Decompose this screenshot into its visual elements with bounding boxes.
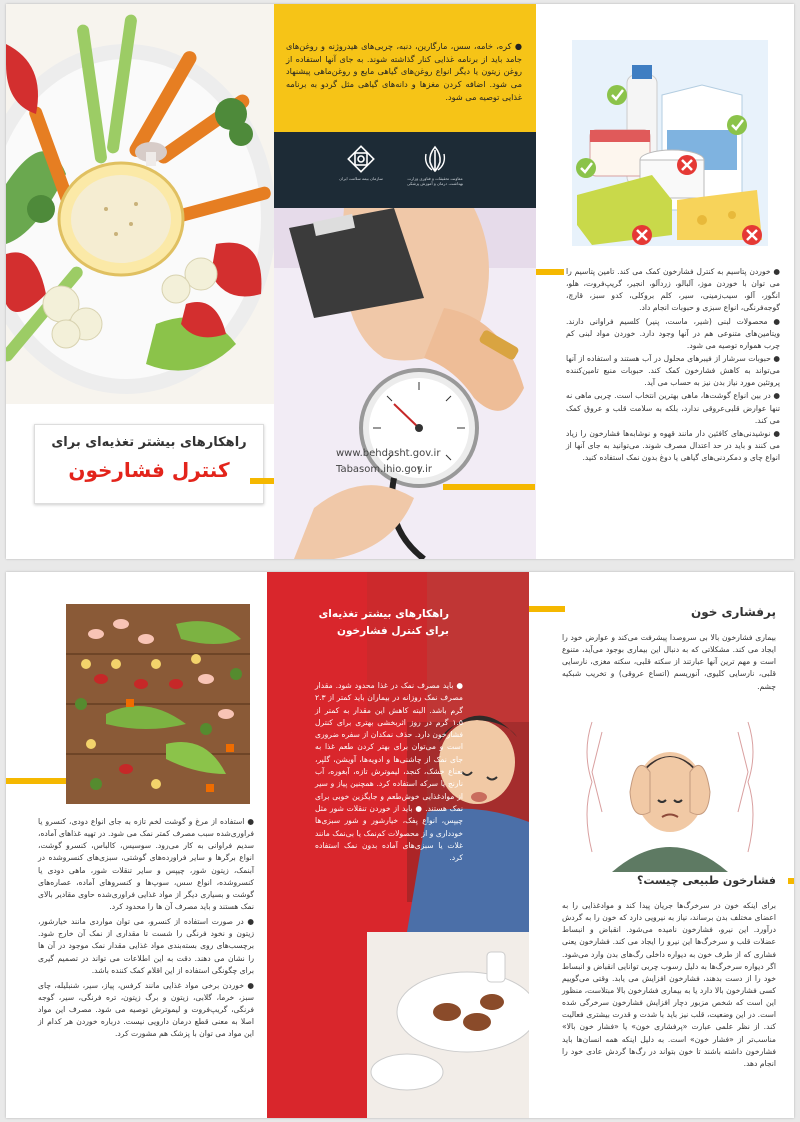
insurance-logo-caption: سازمان بیمه سلامت ایران <box>339 176 383 181</box>
red-panel-text: ● باید مصرف نمک در غذا محدود شود. مقدار مصرف نمک روزانه در بیماران باید کمتر از ۲.۳ گرم باشد. البته کاهش این مقدار به کمتر از ۱.۵ گرم در روز اثربخشی بهتری برای کنترل فشارخون دارد. حذف نمکدان از سفره ضروری است و می‌توان برای بهتر کردن طعم غذا به جای نمک از چاشنی‌ها و ادویه‌ها، آویشن، گلپر، نعناع خشک، کنجد، لیموترش تازه، آبغوره، آب نارنج یا سرکه استفاده کرد. همچنین پیاز و سیر از موادغذایی خوش‌طعم و جایگزین خوبی برای نمک هستند. ● باید از خوردن تنقلات شور مثل چیپس، انواع پفک، خیارشور و شور سبزی‌ها خودداری و از محصولات کم‌نمک یا بی‌نمک مانند غلات یا سبزی‌های آماده بدون نمک استفاده کرد. <box>315 681 463 863</box>
man-holding-head-illustration <box>572 712 768 872</box>
left-accent-bar <box>6 778 66 784</box>
normal-accent-bar <box>788 878 794 884</box>
canned-food-tip: ● در صورت استفاده از کنسرو، می توان مواردی مانند خیارشور، زیتون و نخود فرنگی را شست تا مقداری از نمک آن خارج شود. برچسب‌های روی بسته‌بندی مواد غذایی مقدار نمک موجود در آن ها را نشان می دهند. دقت به این اطلاعات می تواند در تصمیم گیری برای چگونگی استفاده از این اقلام کمک کننده باشد. <box>38 917 254 975</box>
side-accent-bar <box>536 269 564 275</box>
title-accent-bar <box>250 478 274 484</box>
dairy-products-illustration <box>572 40 768 246</box>
blood-pressure-cuff-illustration <box>274 208 536 559</box>
salt-limit-panel <box>267 572 529 1118</box>
cover-title-line1: راهکارهای بیشتر تغذیه‌ای برای <box>51 435 247 450</box>
red-panel-accent-bar <box>529 606 565 612</box>
red-panel-title: راهکارهای بیشتر تغذیه‌ای برای کنترل فشارخون <box>318 608 449 637</box>
dairy-tip: ● محصولات لبنی (شیر، ماست، پنیر) کلسیم فراوانی دارند. ویتامین‌های متنوعی هم در آنها وجود دارد. خوردن مواد لبنی کم چرب همواره توصیه می شود. <box>566 316 780 350</box>
url-accent-bar <box>443 484 535 490</box>
iran-emblem-icon <box>420 144 450 174</box>
brochure-outer-side <box>6 4 794 559</box>
cover-title-line2: کنترل فشارخون <box>68 458 230 482</box>
vegetable-platter-illustration <box>6 4 274 404</box>
fats-advice-text: ● کره، خامه، سس، مارگارین، دنبه، چربی‌های هیدروژنه و روغن‌های جامد باید از برنامه غذایی کنار گذاشته شوند. به جای آنها استفاده از روغن زیتون یا دیگر انواع روغن‌های گیاهی مایع و روغن‌ماهی پیشنهاد می شود. اضافه کردن مغزها و دانه‌های گیاهی مثل گردو به برنامه غذایی توصیه می شود. <box>286 41 522 102</box>
hbp-section-title: پرفشاری خون <box>690 605 776 619</box>
legumes-tip: ● حبوبات سرشار از فیبرهای محلول در آب هستند و استفاده از آنها می‌تواند به کاهش فشارخون کمک کند. حبوبات منبع تامین‌کننده پروتئین مورد نیاز بدن نیز به حساب می آید. <box>566 353 780 388</box>
caffeine-tip: ● نوشیدنی‌های کافئین دار مانند قهوه و نوشابه‌ها فشارخون را زیاد می کنند و باید در حد اعتدال مصرف شوند. می‌توانید به جای آنها از انواع چای و دمکردنی‌های گیاهی یا دوغ بدون نمک استفاده کنید. <box>566 428 780 463</box>
fats-advice-box <box>274 4 536 132</box>
health-insurance-logo-icon <box>346 144 376 174</box>
nutrition-tips-list <box>566 266 780 465</box>
processed-food-tip: ● استفاده از مرغ و گوشت لخم تازه به جای انواع دودی، کنسرو یا فراوری‌شده سبب مصرف کمتر نمک می شود. در تهیه غذاهای آماده، سدیم فراوانی به کار می‌رود. سوسیس، کالباس، کنسرو گوشت، انواع برگرها و سایر فراورده‌های گوشتی، سبزی‌های کنسروشده در آبنمک، زیتون شور، چیپس و سایر تنقلات شور، ماهی دودی یا کنسروشده، انواع سس، سوپ‌ها و کنسروهای آماده، عصاره‌های گوشت و بسیاری دیگر از مواد غذایی فراوری‌شده حاوی مقادیر بالای نمک هستند و باید مصرف آن ها را محدود کرد. <box>38 817 254 911</box>
normal-bp-section-title: فشارخون طبیعی چیست؟ <box>636 874 776 887</box>
brochure-inner-side <box>6 572 794 1118</box>
cover-title-card <box>34 424 264 504</box>
logos-band <box>274 132 536 208</box>
fish-tip: ● در بین انواع گوشت‌ها، ماهی بهترین انتخاب است. چربی ماهی نه تنها عوارض قلبی‌عروقی ندارد، بلکه به سلامت قلب و عروق کمک می کند. <box>566 391 780 425</box>
normal-bp-section-text: برای اینکه خون در سرخرگ‌ها جریان پیدا کند و موادغذایی را به اعضای مختلف بدن برساند، نیاز به نیرویی دارد که خون را به گردش درآورد. این نیرو، فشارخون نامیده می‌شود. انقباض و انبساط عضلات قلب و سرخرگ‌ها این نیرو را ایجاد می کند. فشارخون یعنی فشاری که از طرف خون به دیواره داخلی رگ‌های بدن وارد می‌شود. اگر دیواره سرخرگ‌ها به دلیل رسوب چربی توانایی انقباض و انبساط خود را از دست بدهند، فشارخون افزایش می یابد. وقتی می‌گوییم کسی فشارخون بالا دارد یا به بیماری فشارخون بالا مبتلاست، منظور این است که شخص مزبور دچار افزایش فشارخون سرخرگی شده است. در این وضعیت، قلب نیز باید با شدت و قدرت بیشتری فعالیت کند. از نظر علمی عبارت «پرفشاری خون» یا «فشار خون بالا» مناسب‌تر از «فشار خون» است. به دلیل اینکه همه انسان‌ها باید فشارخون داشته باشند تا خون بتواند در رگ‌ها گردش عادی خود را انجام دهد. <box>562 901 776 1068</box>
behdasht-url[interactable]: www.behdasht.gov.ir <box>336 448 441 459</box>
ministry-logo-caption: معاونت تحقیقات و فناوری وزارت بهداشت، درمان و آموزش پزشکی <box>406 176 464 187</box>
recommended-foods-tip: ● خوردن برخی مواد غذایی مانند کرفس، پیاز، سیر، شنبلیله، چای سبز، خرما، گلابی، زیتون و برگ زیتون، تره فرنگی، سیر، گوجه فرنگی، گریپ‌فروت و لیموترش توصیه می شود. مصرف این مواد اصلا به معنی قطع درمان دارویی نیست. درباره خوردن هر کدام از این مواد می توان با پزشک هم مشورت کرد. <box>38 980 254 1039</box>
hbp-section-text: بیماری فشارخون بالا بی سروصدا پیشرفت می‌کند و عوارض خود را ایجاد می کند. مشکلاتی که به دنبال این بیماری بوجود می‌آید، متنوع است و مهم ترین آنها عبارتند از سکته قلبی، سکته مغزی، نارسایی قلبی، نارسایی کلیوی، آنوریسم (اتساع عروقی) و تخریب شبکیه چشم. <box>562 633 776 691</box>
salt-reduction-tips <box>38 816 254 1044</box>
beans-and-legumes-illustration <box>66 604 250 804</box>
potassium-tip: ● خوردن پتاسیم به کنترل فشارخون کمک می کند. تامین پتاسیم را می توان با خوردن موز، آلبالو، زردآلو، انجیر، گریپ‌فروت، هلو، انگور، آلو، سیب‌زمینی، سیر، کلم بروکلی، کدو سبز، قارچ، گوجه‌فرنگی، انواع سبزی و حبوبات انجام داد. <box>566 267 780 313</box>
tabasom-url[interactable]: Tabasom.ihio.gov.ir <box>336 464 432 475</box>
